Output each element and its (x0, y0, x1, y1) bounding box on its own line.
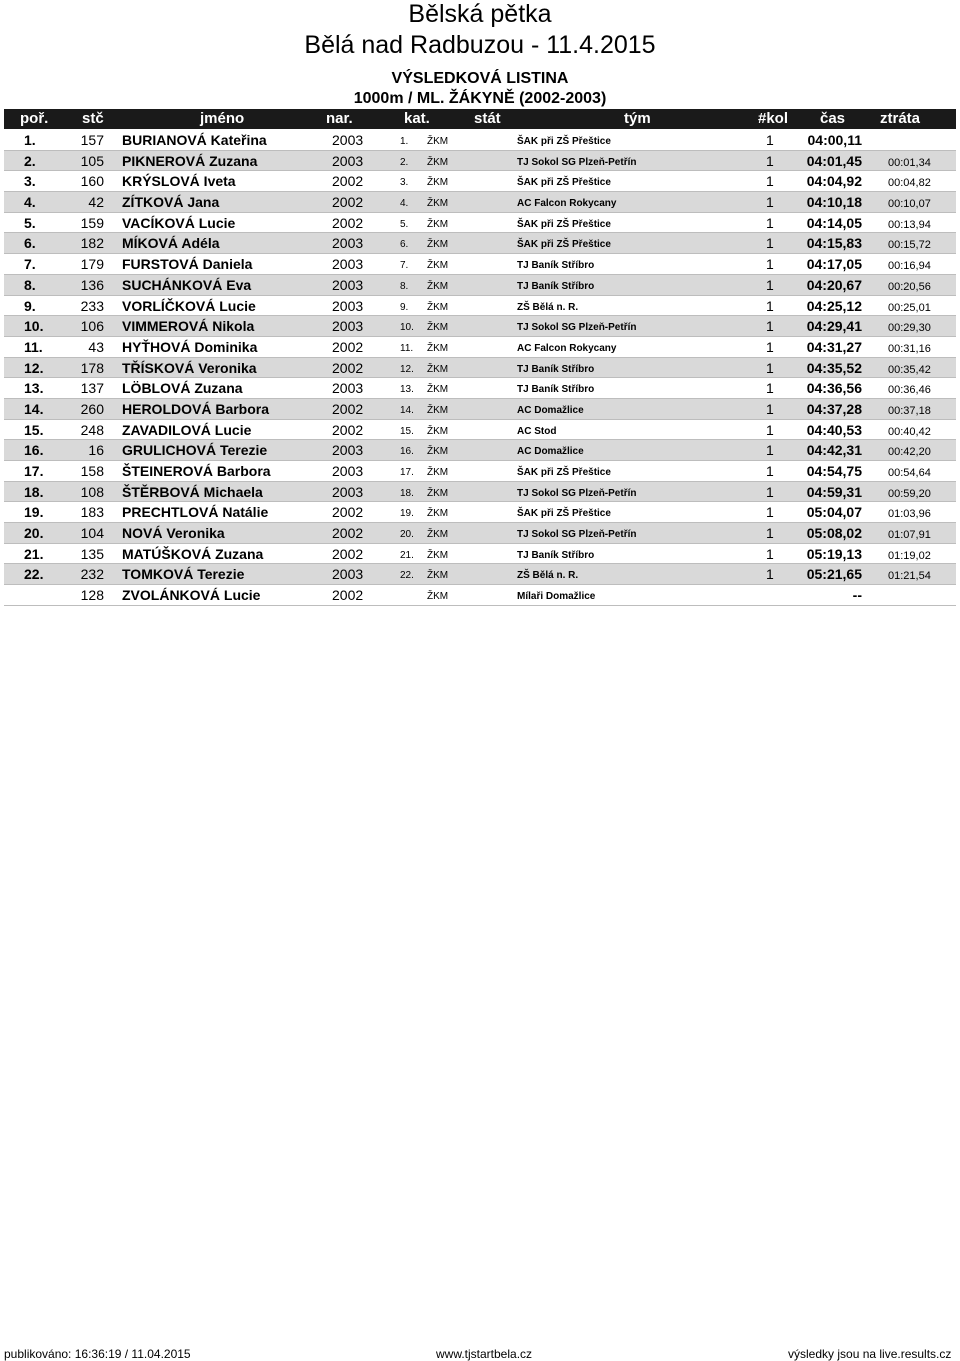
laps-cell: 1 (766, 359, 774, 376)
gap-cell: 01:07,91 (888, 529, 931, 542)
time-cell: 04:36,56 (806, 380, 862, 397)
category-code-cell: ŽKM (427, 487, 449, 499)
live-results-link[interactable]: výsledky jsou na live.results.cz (788, 1347, 952, 1361)
category-code-cell: ŽKM (427, 529, 449, 541)
time-cell: 04:40,53 (806, 421, 862, 438)
birth-year-cell: 2003 (332, 276, 364, 293)
rank-cell: 16. (24, 442, 44, 459)
bib-cell: 158 (80, 463, 104, 479)
athlete-name-cell: ZAVADILOVÁ Lucie (122, 421, 252, 438)
athlete-name-cell: SUCHÁNKOVÁ Eva (122, 276, 252, 293)
birth-year-cell: 2003 (332, 566, 364, 583)
laps-cell: 1 (766, 214, 774, 231)
birth-year-cell: 2003 (332, 463, 364, 479)
team-cell: TJ Sokol SG Plzeň-Petřín (517, 529, 637, 541)
category-rank-cell: 21. (400, 549, 414, 561)
published-timestamp: publikováno: 16:36:19 / 11.04.2015 (4, 1347, 191, 1361)
time-cell: 05:21,65 (806, 566, 862, 583)
category-code-cell: ŽKM (427, 198, 449, 210)
table-row (4, 233, 956, 254)
table-row (4, 585, 956, 606)
rank-cell: 6. (24, 235, 36, 252)
time-cell: 04:25,12 (806, 297, 862, 314)
rank-cell: 9. (24, 297, 36, 314)
category-code-cell: ŽKM (427, 218, 449, 230)
rank-cell: 13. (24, 380, 44, 397)
category-rank-cell: 19. (400, 508, 414, 520)
time-cell: 04:42,31 (806, 442, 862, 459)
athlete-name-cell: PIKNEROVÁ Zuzana (122, 152, 258, 169)
laps-cell: 1 (766, 132, 774, 148)
time-cell: -- (852, 587, 862, 604)
bib-cell: 160 (80, 173, 104, 190)
birth-year-cell: 2002 (332, 400, 364, 417)
team-cell: AC Falcon Rokycany (517, 198, 617, 210)
time-cell: 05:04,07 (806, 504, 862, 521)
time-cell: 04:14,05 (806, 214, 862, 231)
gap-cell: 00:29,30 (888, 322, 931, 335)
laps-cell: 1 (766, 400, 774, 417)
team-cell: Mílaři Domažlice (517, 591, 596, 603)
athlete-name-cell: MATÚŠKOVÁ Zuzana (122, 545, 264, 562)
table-row (4, 564, 956, 585)
category-rank-cell: 4. (400, 198, 409, 210)
bib-cell: 159 (80, 214, 104, 231)
header-kat: kat. (404, 110, 430, 127)
category-code-cell: ŽKM (427, 136, 449, 147)
gap-cell: 00:10,07 (888, 198, 931, 211)
table-row (4, 378, 956, 399)
laps-cell: 1 (766, 421, 774, 438)
category-code-cell: ŽKM (427, 591, 449, 603)
rank-cell: 5. (24, 214, 36, 231)
gap-cell: 00:13,94 (888, 218, 931, 231)
results-list-title: VÝSLEDKOVÁ LISTINA (391, 70, 569, 87)
gap-cell: 00:36,46 (888, 384, 931, 397)
table-row (4, 151, 956, 172)
bib-cell: 16 (88, 442, 104, 459)
bib-cell: 179 (80, 256, 104, 273)
results-table (4, 130, 956, 606)
time-cell: 04:59,31 (806, 483, 862, 500)
time-cell: 04:31,27 (806, 338, 862, 355)
time-cell: 04:37,28 (806, 400, 862, 417)
laps-cell: 1 (766, 380, 774, 397)
birth-year-cell: 2002 (332, 194, 364, 211)
gap-cell: 00:54,64 (888, 467, 931, 479)
header-stc: stč (82, 110, 104, 127)
time-cell: 04:17,05 (806, 256, 862, 273)
gap-cell: 00:59,20 (888, 487, 931, 500)
laps-cell: 1 (766, 297, 774, 314)
header-nar: nar. (326, 110, 353, 127)
table-row (4, 461, 956, 482)
category-code-cell: ŽKM (427, 570, 449, 582)
category-code-cell: ŽKM (427, 301, 449, 313)
team-cell: ŠAK při ZŠ Přeštice (517, 508, 611, 520)
gap-cell: 00:25,01 (888, 301, 931, 314)
team-cell: ŠAK při ZŠ Přeštice (517, 136, 611, 147)
table-row (4, 213, 956, 234)
team-cell: ŠAK při ZŠ Přeštice (517, 239, 611, 251)
category-rank-cell: 8. (400, 280, 409, 292)
team-cell: ZŠ Bělá n. R. (517, 301, 579, 313)
category-rank-cell: 13. (400, 384, 414, 396)
header-por: poř. (20, 110, 49, 127)
athlete-name-cell: VACÍKOVÁ Lucie (122, 214, 236, 231)
category-code-cell: ŽKM (427, 260, 449, 272)
event-title: Bělská pětka (408, 0, 552, 28)
category-code-cell: ŽKM (427, 156, 449, 168)
category-rank-cell: 6. (400, 239, 409, 251)
laps-cell: 1 (766, 463, 774, 479)
time-cell: 04:00,11 (807, 132, 862, 148)
time-cell: 05:19,13 (806, 545, 862, 562)
laps-cell: 1 (766, 194, 774, 211)
category-code-cell: ŽKM (427, 404, 449, 416)
birth-year-cell: 2002 (332, 504, 364, 521)
athlete-name-cell: GRULICHOVÁ Terezie (122, 442, 268, 459)
birth-year-cell: 2003 (332, 442, 364, 459)
gap-cell: 01:21,54 (888, 570, 931, 583)
birth-year-cell: 2003 (332, 483, 364, 500)
bib-cell: 108 (80, 483, 104, 500)
category-code-cell: ŽKM (427, 425, 449, 437)
team-cell: ŠAK při ZŠ Přeštice (517, 218, 611, 230)
athlete-name-cell: ZÍTKOVÁ Jana (122, 194, 220, 211)
athlete-name-cell: HEROLDOVÁ Barbora (122, 400, 270, 417)
birth-year-cell: 2003 (332, 132, 364, 148)
rank-cell: 1. (24, 132, 36, 148)
gap-cell: 00:04,82 (888, 177, 931, 190)
laps-cell: 1 (766, 525, 774, 542)
header-team: tým (624, 110, 651, 127)
category-rank-cell: 3. (400, 177, 409, 189)
category-rank-cell: 5. (400, 218, 409, 230)
bib-cell: 182 (80, 235, 104, 252)
category-code-cell: ŽKM (427, 549, 449, 561)
birth-year-cell: 2003 (332, 318, 364, 335)
time-cell: 04:10,18 (806, 194, 862, 211)
category-code-cell: ŽKM (427, 384, 449, 396)
event-subtitle: Bělá nad Radbuzou - 11.4.2015 (304, 31, 656, 59)
table-row (4, 171, 956, 192)
bib-cell: 157 (80, 132, 104, 148)
category-rank-cell: 15. (400, 425, 414, 437)
team-cell: AC Stod (517, 425, 557, 437)
laps-cell: 1 (766, 235, 774, 252)
header-ztrata: ztráta (880, 110, 921, 127)
team-cell: AC Domažlice (517, 404, 584, 416)
gap-cell: 00:37,18 (888, 404, 931, 417)
athlete-name-cell: MÍKOVÁ Adéla (122, 235, 220, 252)
table-row (4, 440, 956, 461)
rank-cell: 17. (24, 463, 44, 479)
team-cell: TJ Sokol SG Plzeň-Petřín (517, 156, 637, 168)
gap-cell: 00:15,72 (888, 239, 931, 252)
category-rank-cell: 9. (400, 301, 409, 313)
bib-cell: 260 (80, 400, 104, 417)
bib-cell: 105 (80, 152, 104, 169)
birth-year-cell: 2002 (332, 545, 364, 562)
table-row (4, 544, 956, 565)
rank-cell: 20. (24, 525, 44, 542)
table-row (4, 523, 956, 544)
table-row (4, 130, 956, 151)
category-rank-cell: 2. (400, 156, 409, 168)
rank-cell: 11. (24, 338, 43, 355)
rank-cell: 8. (24, 276, 36, 293)
athlete-name-cell: ŠTEINEROVÁ Barbora (122, 463, 271, 479)
table-row (4, 420, 956, 441)
website-link[interactable]: www.tjstartbela.cz (436, 1347, 533, 1361)
bib-cell: 43 (88, 338, 104, 355)
team-cell: TJ Baník Stříbro (517, 280, 595, 292)
athlete-name-cell: KRÝSLOVÁ Iveta (122, 173, 236, 190)
category-rank-cell: 20. (400, 529, 414, 541)
category-code-cell: ŽKM (427, 342, 449, 354)
athlete-name-cell: TŘÍSKOVÁ Veronika (122, 359, 257, 376)
rank-cell: 22. (24, 566, 44, 583)
time-cell: 04:15,83 (806, 235, 862, 252)
table-row (4, 337, 956, 358)
gap-cell: 00:42,20 (888, 446, 931, 459)
laps-cell: 1 (766, 566, 774, 583)
athlete-name-cell: PRECHTLOVÁ Natálie (122, 504, 269, 521)
bib-cell: 42 (88, 194, 104, 211)
athlete-name-cell: ŠTĚRBOVÁ Michaela (122, 483, 263, 500)
category-rank-cell: 12. (400, 363, 414, 375)
table-row (4, 399, 956, 420)
header-stat: stát (474, 110, 501, 127)
bib-cell: 135 (80, 545, 104, 562)
birth-year-cell: 2003 (332, 235, 364, 252)
category-rank-cell: 7. (400, 260, 409, 272)
bib-cell: 183 (80, 504, 104, 521)
athlete-name-cell: ZVOLÁNKOVÁ Lucie (122, 587, 261, 604)
table-row (4, 358, 956, 379)
gap-cell: 00:01,34 (888, 156, 931, 169)
athlete-name-cell: FURSTOVÁ Daniela (122, 256, 253, 273)
bib-cell: 178 (80, 359, 104, 376)
laps-cell: 1 (766, 318, 774, 335)
bib-cell: 232 (80, 566, 104, 583)
team-cell: AC Domažlice (517, 446, 584, 458)
bib-cell: 136 (80, 276, 104, 293)
rank-cell: 15. (24, 421, 44, 438)
laps-cell: 1 (766, 338, 774, 355)
birth-year-cell: 2003 (332, 380, 364, 397)
bib-cell: 104 (80, 525, 104, 542)
athlete-name-cell: NOVÁ Veronika (122, 525, 225, 542)
laps-cell: 1 (766, 545, 774, 562)
category-code-cell: ŽKM (427, 363, 449, 375)
athlete-name-cell: VORLÍČKOVÁ Lucie (122, 297, 256, 314)
laps-cell: 1 (766, 483, 774, 500)
birth-year-cell: 2002 (332, 173, 364, 190)
laps-cell: 1 (766, 173, 774, 190)
laps-cell: 1 (766, 256, 774, 273)
time-cell: 04:29,41 (806, 318, 862, 335)
category-code-cell: ŽKM (427, 177, 449, 189)
table-row (4, 192, 956, 213)
team-cell: TJ Baník Stříbro (517, 384, 595, 396)
rank-cell: 4. (24, 194, 36, 211)
laps-cell: 1 (766, 276, 774, 293)
time-cell: 04:35,52 (806, 359, 862, 376)
table-row (4, 502, 956, 523)
bib-cell: 128 (80, 587, 104, 604)
team-cell: AC Falcon Rokycany (517, 342, 617, 354)
laps-cell: 1 (766, 504, 774, 521)
category-rank-cell: 1. (400, 136, 409, 147)
birth-year-cell: 2003 (332, 256, 364, 273)
category-code-cell: ŽKM (427, 446, 449, 458)
table-row (4, 275, 956, 296)
bib-cell: 248 (80, 421, 104, 438)
table-row (4, 482, 956, 503)
birth-year-cell: 2002 (332, 338, 364, 355)
team-cell: TJ Sokol SG Plzeň-Petřín (517, 487, 637, 499)
birth-year-cell: 2002 (332, 587, 364, 604)
laps-cell: 1 (766, 152, 774, 169)
birth-year-cell: 2003 (332, 152, 364, 169)
birth-year-cell: 2002 (332, 359, 364, 376)
birth-year-cell: 2002 (332, 525, 364, 542)
gap-cell: 00:20,56 (888, 280, 931, 293)
team-cell: ZŠ Bělá n. R. (517, 570, 579, 582)
rank-cell: 7. (24, 256, 36, 273)
header-cas: čas (820, 110, 846, 127)
team-cell: ŠAK při ZŠ Přeštice (517, 467, 611, 478)
header-kol: #kol (758, 110, 789, 127)
category-code-cell: ŽKM (427, 280, 449, 292)
time-cell: 04:04,92 (806, 173, 862, 190)
category-code-cell: ŽKM (427, 508, 449, 520)
athlete-name-cell: VIMMEROVÁ Nikola (122, 318, 255, 335)
gap-cell: 00:16,94 (888, 260, 931, 273)
rank-cell: 21. (24, 545, 44, 562)
rank-cell: 2. (24, 152, 36, 169)
category-rank-cell: 14. (400, 404, 414, 416)
rank-cell: 18. (24, 483, 44, 500)
birth-year-cell: 2002 (332, 214, 364, 231)
rank-cell: 12. (24, 359, 44, 376)
category-code-cell: ŽKM (427, 322, 449, 334)
category-rank-cell: 17. (400, 467, 414, 478)
gap-cell: 00:40,42 (888, 425, 931, 438)
table-row (4, 296, 956, 317)
bib-cell: 106 (80, 318, 104, 335)
athlete-name-cell: BURIANOVÁ Kateřina (122, 132, 267, 148)
time-cell: 04:20,67 (806, 276, 862, 293)
category-rank-cell: 11. (400, 342, 414, 354)
time-cell: 04:54,75 (806, 463, 862, 479)
gap-cell: 00:35,42 (888, 363, 931, 376)
athlete-name-cell: TOMKOVÁ Terezie (122, 566, 245, 583)
birth-year-cell: 2003 (332, 297, 364, 314)
laps-cell: 1 (766, 442, 774, 459)
category-rank-cell: 22. (400, 570, 414, 582)
time-cell: 04:01,45 (806, 152, 862, 169)
category-rank-cell: 10. (400, 322, 414, 334)
team-cell: TJ Baník Stříbro (517, 260, 595, 272)
table-row (4, 316, 956, 337)
rank-cell: 3. (24, 173, 36, 190)
athlete-name-cell: LÖBLOVÁ Zuzana (122, 380, 243, 397)
gap-cell: 00:31,16 (888, 342, 931, 355)
category-title: 1000m / ML. ŽÁKYNĚ (2002-2003) (353, 90, 607, 107)
category-code-cell: ŽKM (427, 239, 449, 251)
team-cell: TJ Baník Stříbro (517, 363, 595, 375)
athlete-name-cell: HYŤHOVÁ Dominika (122, 338, 258, 355)
gap-cell: 01:19,02 (888, 549, 931, 562)
team-cell: ŠAK při ZŠ Přeštice (517, 177, 611, 189)
rank-cell: 14. (24, 400, 44, 417)
team-cell: TJ Baník Stříbro (517, 549, 595, 561)
birth-year-cell: 2002 (332, 421, 364, 438)
gap-cell: 01:03,96 (888, 508, 931, 521)
bib-cell: 233 (80, 297, 104, 314)
bib-cell: 137 (80, 380, 104, 397)
category-rank-cell: 18. (400, 487, 414, 499)
rank-cell: 19. (24, 504, 44, 521)
table-header (4, 109, 956, 129)
category-rank-cell: 16. (400, 446, 414, 458)
table-row (4, 254, 956, 275)
category-code-cell: ŽKM (427, 467, 449, 478)
header-name: jméno (200, 110, 245, 127)
time-cell: 05:08,02 (806, 525, 862, 542)
team-cell: TJ Sokol SG Plzeň-Petřín (517, 322, 637, 334)
rank-cell: 10. (24, 318, 44, 335)
